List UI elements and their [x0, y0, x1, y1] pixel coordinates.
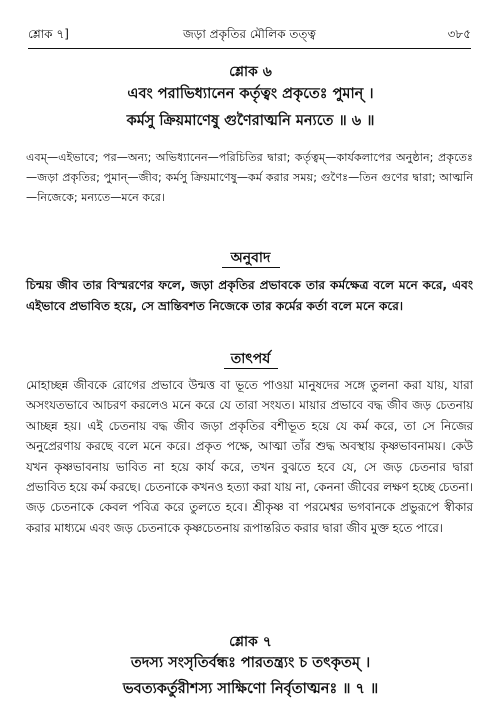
verse-7-line-1: তদস্য সংসৃতির্বন্ধঃ পারতন্ত্র্যং চ তৎকৃতম্‌ ।: [130, 655, 371, 671]
header-chapter-title: জড়া প্রকৃতির মৌলিক তত্ত্ব: [183, 27, 316, 41]
verse-7-line-2: ভবত্যকর্তুরীশস্য সাক্ষিণো নির্বৃতাত্মনঃ ॥ ৭ ॥: [122, 681, 379, 697]
header-rule: [28, 48, 471, 49]
purport-heading-underline: [224, 368, 278, 369]
translation-heading: অনুবাদ: [230, 250, 271, 266]
verse-6-line-2: কর্মসু ক্রিয়মাণেষু গুণৈরাত্মনি মন্যতে ॥ ৬ ॥: [126, 113, 375, 129]
verse-7-number: শ্লোক ৭: [229, 634, 272, 650]
purport-heading: তাৎপর্য: [230, 351, 271, 367]
verse-6-line-1: এবং পরাভিধ্যানেন কর্তৃত্বং প্রকৃতেঃ পুমান্‌ ।: [127, 86, 374, 102]
translation-heading-underline: [222, 267, 280, 268]
word-for-word-synonyms: এবম্‌—এইভাবে; পর—অন্য; অভিধ্যানেন—পরিচিতির দ্বারা; কর্তৃত্বম্‌—কার্যকলাপের অনুষ্ঠান; প্রকৃতেঃ—জড়া প্রকৃতির; পুমান্‌—জীব; কর্মসু ক্রিয়মাণেষু—কর্ম করার সময়; গুণৈঃ—তিন গুণের দ্বারা; আত্মনি—নিজেকে; মন্যতে—মনে করে।: [26, 151, 473, 204]
translation-text: চিন্ময় জীব তার বিস্মরণের ফলে, জড়া প্রকৃতির প্রভাবকে তার কর্মক্ষেত্র বলে মনে করে, এবং এইভাবে প্রভাবিত হয়ে, সে ভ্রান্তিবশত নিজেকে তার কর্মের কর্তা বলে মনে করে।: [26, 278, 473, 313]
header-verse-ref: শ্লোক ৭]: [28, 27, 69, 41]
verse-6-number: শ্লোক ৬: [229, 64, 272, 80]
purport-text: মোহাচ্ছন্ন জীবকে রোগের প্রভাবে উন্মত্ত বা ভূতে পাওয়া মানুষদের সঙ্গে তুলনা করা যায়, যারা অসংযতভাবে আচরণ করলেও মনে করে যে তারা সংযত। মায়ার প্রভাবে বদ্ধ জীব জড় চেতনায় আচ্ছন্ন হয়। এই চেতনায় বদ্ধ জীব জড়া প্রকৃতির বশীভূত হয়ে যে কর্ম করে, তা সে নিজের অনুপ্রেরণায় করছে বলে মনে করে। প্রকৃত পক্ষে, আত্মা তাঁর শুদ্ধ অবস্থায় কৃষ্ণভাবনাময়। কেউ যখন কৃষ্ণভাবনায় ভাবিত না হয়ে কার্য করে, তখন বুঝতে হবে যে, সে জড় চেতনার দ্বারা প্রভাবিত হয়ে কর্ম করছে। চেতনাকে কখনও হত্যা করা যায় না, কেননা জীবের লক্ষণ হচ্ছে চেতনা। জড় চেতনাকে কেবল পবিত্র করে তুলতে হবে। শ্রীকৃষ্ণ বা পরমেশ্বর ভগবানকে প্রভুরূপে স্বীকার করার মাধ্যমে এবং জড় চেতনাকে কৃষ্ণচেতনায় রূপান্তরিত করার দ্বারা জীব মুক্ত হতে পারে।: [26, 378, 474, 535]
page-number: ৩৮৫: [447, 27, 471, 41]
running-header: [28, 20, 471, 48]
